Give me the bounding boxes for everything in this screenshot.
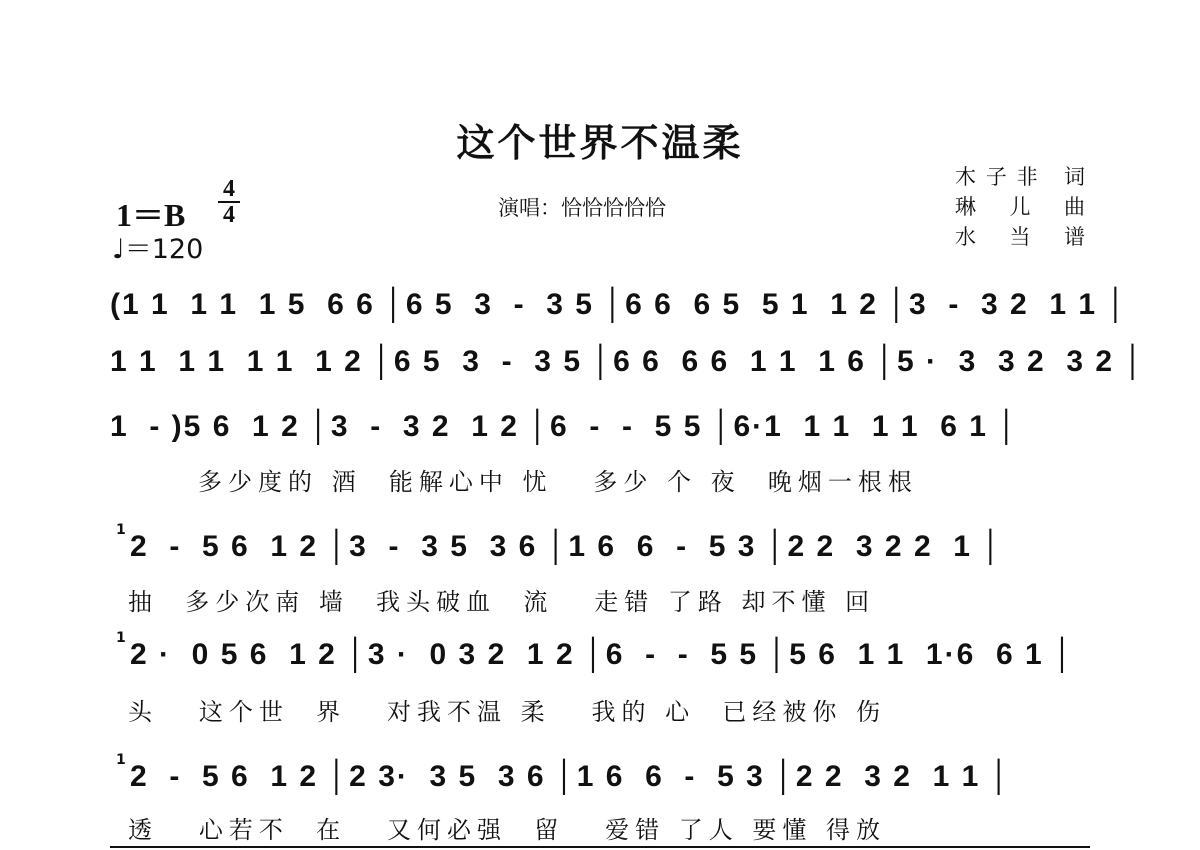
lyrics-line-5: 头 这个世 界 对我不温 柔 我的 心 已经被你 伤 xyxy=(128,698,887,726)
bottom-rule xyxy=(110,846,1090,848)
score-line-5 xyxy=(110,630,1090,726)
tempo-value: ＝120 xyxy=(124,234,204,265)
lyrics-line-3: 多少度的 酒 能解心中 忧 多少 个 夜 晚烟一根根 xyxy=(198,468,918,496)
time-signature xyxy=(218,178,240,226)
notation-credit: 水 当 谱 xyxy=(955,225,1085,249)
singer-label: 演唱：恰恰恰恰恰 xyxy=(498,196,666,220)
credits-block xyxy=(955,162,1085,252)
score-line-6 xyxy=(110,752,1090,844)
repeat-prefix-6: 1 xyxy=(116,752,126,768)
song-title: 这个世界不温柔 xyxy=(456,121,744,165)
notes-line-3: 1 - )5 6 1 2 │3 - 3 2 1 2 │6 - - 5 5 │6·1 1 1 1 1 6 1 │ xyxy=(110,410,1020,443)
score-line-2 xyxy=(110,345,1146,405)
repeat-prefix-5: 1 xyxy=(116,630,126,646)
lyricist-credit: 木子非 词 xyxy=(955,165,1085,189)
time-signature-top: 4 xyxy=(223,176,235,202)
composer-credit: 琳 儿 曲 xyxy=(955,195,1085,219)
score-line-3 xyxy=(110,410,1090,496)
notes-line-4: 2 - 5 6 1 2 │3 - 3 5 3 6 │1 6 6 - 5 3 │2 2 3 2 2 1 │ xyxy=(130,530,1004,563)
lyrics-line-4: 抽 多少次南 墙 我头破血 流 走错 了路 却不懂 回 xyxy=(128,588,876,616)
quarter-note-icon: ♩ xyxy=(112,234,125,265)
score-line-4 xyxy=(110,522,1090,616)
notes-line-1: (1 1 1 1 1 5 6 6 │6 5 3 - 3 5 │6 6 6 5 5 1 1 2 │3 - 3 2 1 1 │ xyxy=(110,288,1129,321)
score-line-1 xyxy=(110,288,1129,348)
repeat-prefix-4: 1 xyxy=(116,522,126,538)
key-signature: 1＝B xyxy=(116,197,186,233)
time-signature-bottom: 4 xyxy=(223,202,235,228)
notes-line-2: 1 1 1 1 1 1 1 2 │6 5 3 - 3 5 │6 6 6 6 1 1 1 6 │5 · 3 3 2 3 2 │ xyxy=(110,345,1146,378)
notes-line-5: 2 · 0 5 6 1 2 │3 · 0 3 2 1 2 │6 - - 5 5 │5 6 1 1 1·6 6 1 │ xyxy=(130,638,1075,671)
notes-line-6: 2 - 5 6 1 2 │2 3· 3 5 3 6 │1 6 6 - 5 3 │2 2 3 2 1 1 │ xyxy=(130,760,1012,793)
lyrics-line-6: 透 心若不 在 又何必强 留 爱错 了人 要懂 得放 xyxy=(128,816,887,844)
tempo-marking xyxy=(112,227,203,266)
